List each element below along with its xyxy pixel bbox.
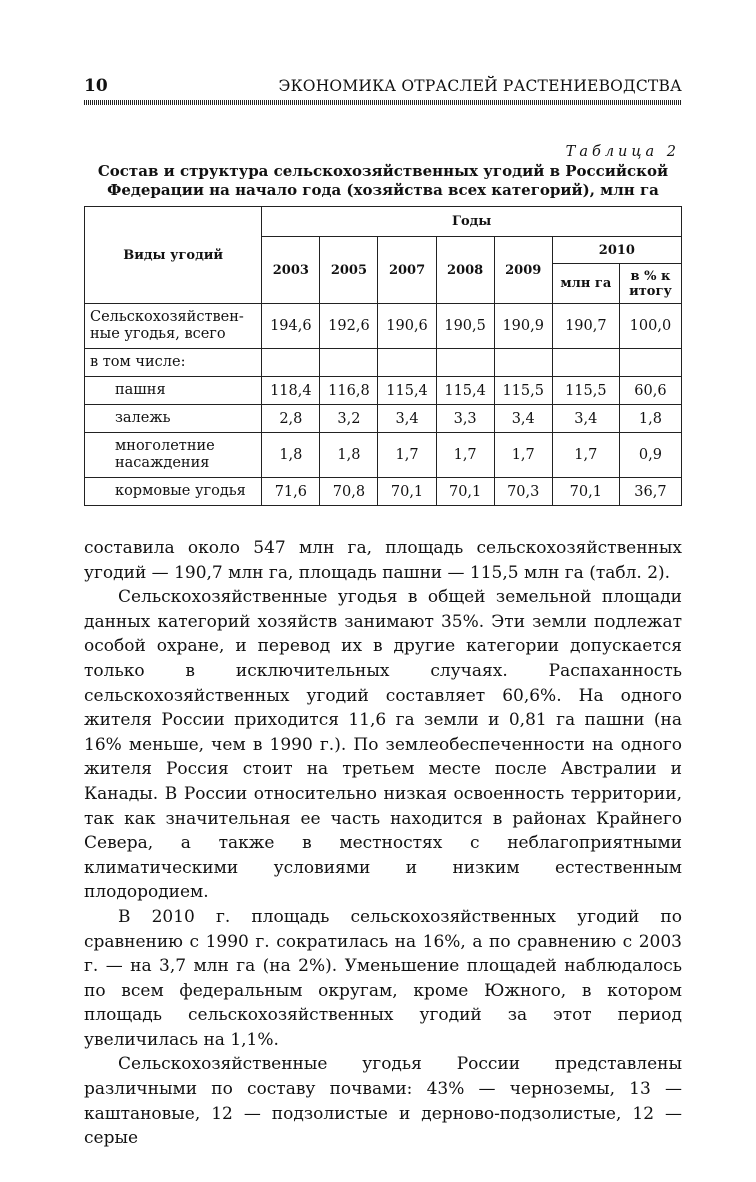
paragraph: составила около 547 млн га, площадь сельскохозяйственных угодий — 190,7 млн га, площадь пашни — 115,5 млн га (табл. 2). (84, 538, 682, 583)
header-rule (84, 100, 682, 105)
header-year: 2007 (378, 237, 436, 304)
table-cell: 1,7 (436, 433, 494, 478)
row-label: кормовые угодья (85, 478, 262, 506)
row-label-line-1: многолетние (115, 438, 215, 454)
table-cell: 3,4 (494, 405, 552, 433)
table-cell: 0,9 (619, 433, 681, 478)
paragraph: Сельскохозяйственные угодья России представлены различными по составу почвами: 43% — черноземы, 13 — каштановые, 12 — подзолистые и дерново-подзолистые, 12 — серые (84, 1054, 682, 1149)
table-cell: 71,6 (262, 478, 320, 506)
header-year: 2005 (320, 237, 378, 304)
table-cell: 2,8 (262, 405, 320, 433)
table-cell: 3,2 (320, 405, 378, 433)
header-years: Годы (262, 207, 682, 237)
table-cell: 190,7 (552, 304, 619, 349)
header-year: 2008 (436, 237, 494, 304)
table-cell: 1,8 (262, 433, 320, 478)
row-label (85, 304, 262, 349)
table-cell: 1,7 (552, 433, 619, 478)
table-cell: 1,7 (494, 433, 552, 478)
table-cell: 190,5 (436, 304, 494, 349)
header-percent-line-1: в % к (630, 268, 671, 284)
table-cell: 60,6 (619, 377, 681, 405)
row-label: в том числе: (85, 349, 262, 377)
table-cell: 115,5 (552, 377, 619, 405)
paragraph: В 2010 г. площадь сельскохозяйственных угодий по сравнению с 1990 г. сократилась на 16%, а по сравнению с 2003 г. — на 3,7 млн га (на 2%). Уменьшение площадей наблюдалось по всем федеральным округам, кроме Южного, в котором площадь сельскохозяйственных угодий за этот период увеличилась на 1,1%. (84, 906, 682, 1050)
caption-line-1: Состав и структура сельскохозяйственных угодий в Российской (97, 162, 669, 180)
table-cell: 194,6 (262, 304, 320, 349)
table-row (85, 304, 682, 349)
table-cell: 70,1 (436, 478, 494, 506)
row-label-line-2: насаждения (115, 455, 210, 471)
body-text (84, 536, 682, 1151)
table-caption (84, 162, 682, 200)
table-cell: 192,6 (320, 304, 378, 349)
table-cell: 1,8 (619, 405, 681, 433)
row-label-line-1: Сельскохозяйствен- (90, 309, 244, 325)
table-row (85, 478, 682, 506)
table-cell: 115,4 (436, 377, 494, 405)
caption-line-2: Федерации на начало года (хозяйства всех категорий), млн га (107, 181, 659, 199)
table-cell (320, 349, 378, 377)
row-label: пашня (85, 377, 262, 405)
table-cell: 190,6 (378, 304, 436, 349)
header-mln-ha: млн га (552, 264, 619, 304)
table-cell: 70,1 (552, 478, 619, 506)
table-cell: 115,5 (494, 377, 552, 405)
header-percent (619, 264, 681, 304)
table-cell: 70,8 (320, 478, 378, 506)
table-cell: 3,3 (436, 405, 494, 433)
table-row (85, 433, 682, 478)
page-number: 10 (84, 76, 108, 96)
table-cell: 190,9 (494, 304, 552, 349)
table-cell: 115,4 (378, 377, 436, 405)
table-cell: 70,3 (494, 478, 552, 506)
land-structure-table (84, 206, 682, 506)
table-row (85, 405, 682, 433)
header-kind: Виды угодий (85, 207, 262, 304)
table-cell: 100,0 (619, 304, 681, 349)
table-cell (494, 349, 552, 377)
table-cell: 1,7 (378, 433, 436, 478)
page-header (84, 76, 682, 98)
table-cell: 70,1 (378, 478, 436, 506)
table-cell: 3,4 (552, 405, 619, 433)
table-cell (436, 349, 494, 377)
table-cell: 118,4 (262, 377, 320, 405)
table-cell: 3,4 (378, 405, 436, 433)
table-cell (378, 349, 436, 377)
header-percent-line-2: итогу (629, 283, 672, 299)
table-cell: 36,7 (619, 478, 681, 506)
table-cell: 1,8 (320, 433, 378, 478)
table-cell (619, 349, 681, 377)
row-label-line-2: ные угодья, всего (90, 326, 226, 342)
row-label: залежь (85, 405, 262, 433)
header-year: 2009 (494, 237, 552, 304)
table-row (85, 349, 682, 377)
table-cell (552, 349, 619, 377)
table-row (85, 377, 682, 405)
running-title: ЭКОНОМИКА ОТРАСЛЕЙ РАСТЕНИЕВОДСТВА (278, 77, 682, 95)
table-cell: 116,8 (320, 377, 378, 405)
table-cell (262, 349, 320, 377)
row-label (85, 433, 262, 478)
header-year: 2003 (262, 237, 320, 304)
header-year-2010: 2010 (552, 237, 681, 264)
table-number: Таблица 2 (565, 144, 680, 160)
paragraph: Сельскохозяйственные угодья в общей земельной площади данных категорий хозяйств занимают 35%. Эти земли подлежат особой охране, и перевод их в другие категории допускается только в исключительных случаях. Распаханность сельскохозяйственных угодий составляет 60,6%. На одного жителя России приходится 11,6 га земли и 0,81 га пашни (на 16% меньше, чем в 1990 г.). По землеобеспеченности на одного жителя Россия стоит на третьем месте после Австралии и Канады. В России относительно низкая освоенность территории, так как значительная ее часть находится в районах Крайнего Севера, а также в местностях с неблагоприятными климатическими условиями и низким естественным плодородием. (84, 587, 682, 903)
